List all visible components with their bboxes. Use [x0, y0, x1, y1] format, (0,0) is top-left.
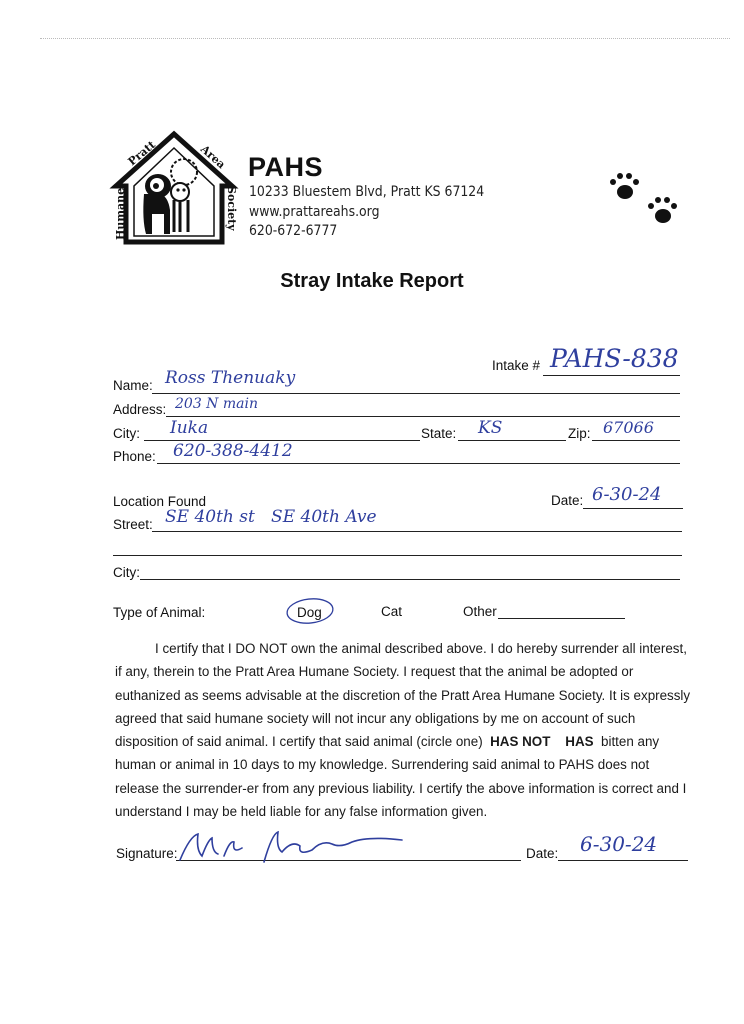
address-line — [166, 416, 680, 417]
cert-text-2: bitten any human or animal in 10 days to my knowledge. Surrendering said animal to PAHS does not release the surrender-er from any previous liability. I certify the above information is correct and I understand I may be held liable for any false information given. — [115, 734, 687, 820]
city-label: City: — [113, 426, 140, 441]
date-value[interactable]: 6-30-24 — [592, 484, 662, 505]
location-city-label: City: — [113, 565, 140, 580]
org-address: 10233 Bluestem Blvd, Pratt KS 67124 — [249, 184, 485, 200]
name-label: Name: — [113, 378, 153, 393]
paw-prints-icon — [600, 170, 690, 232]
org-name: PAHS — [248, 152, 324, 182]
street-line — [152, 531, 682, 532]
address-value[interactable]: 203 N main — [175, 396, 258, 412]
state-line — [458, 440, 566, 441]
humane-society-logo — [108, 128, 240, 246]
street-value[interactable]: SE 40th st SE 40th Ave — [165, 507, 377, 527]
street-label: Street: — [113, 517, 153, 532]
address-label: Address: — [113, 402, 167, 417]
other-line — [498, 618, 625, 619]
org-website: www.prattareahs.org — [249, 204, 380, 220]
has-option[interactable]: HAS — [565, 734, 594, 750]
date-label: Date: — [551, 493, 584, 508]
signature-date-value[interactable]: 6-30-24 — [580, 832, 658, 856]
has-not-option[interactable]: HAS NOT — [490, 734, 551, 750]
svg-text:Pratt: Pratt — [125, 138, 158, 169]
phone-label: Phone: — [113, 449, 156, 464]
signature-date-label: Date: — [526, 846, 559, 861]
certification-text — [115, 637, 691, 823]
state-value[interactable]: KS — [478, 418, 503, 438]
type-option-other[interactable]: Other — [463, 604, 497, 619]
svg-text:Humane: Humane — [114, 187, 127, 240]
zip-line — [592, 440, 680, 441]
type-option-dog[interactable]: Dog — [297, 605, 322, 620]
form-title: Stray Intake Report — [280, 270, 464, 292]
cert-text-1: I certify that I DO NOT own the animal described above. I do hereby surrender all interest, if any, therein to the Pratt Area Humane Society. I request that the animal be adopted or euthanized as seems advisable at the discretion of the Pratt Area Humane Society. It is expressly agreed that said humane society will not incur any obligations by me on account of such disposition of said animal. I certify that said animal (circle one) — [115, 641, 691, 750]
zip-value[interactable]: 67066 — [603, 418, 654, 437]
city-value[interactable]: Iuka — [170, 418, 209, 438]
date-line — [583, 508, 683, 509]
scan-edge-line — [40, 38, 730, 39]
phone-value[interactable]: 620-388-4412 — [173, 441, 293, 461]
svg-text:Area: Area — [197, 142, 228, 172]
svg-text:Society: Society — [225, 186, 238, 231]
signature-date-line — [558, 860, 688, 861]
type-of-animal-label: Type of Animal: — [113, 605, 206, 620]
intake-line — [543, 375, 680, 376]
street-line-2 — [113, 555, 682, 556]
name-value[interactable]: Ross Thenuaky — [165, 368, 296, 388]
location-city-line — [140, 579, 680, 580]
state-label: State: — [421, 426, 457, 441]
intake-label: Intake # — [492, 358, 541, 373]
handwritten-signature[interactable] — [172, 826, 412, 868]
location-found-label: Location Found — [113, 494, 207, 509]
phone-line — [157, 463, 680, 464]
signature-label: Signature: — [116, 846, 178, 861]
intake-value[interactable]: PAHS-838 — [550, 344, 679, 373]
name-line — [152, 393, 680, 394]
org-phone: 620-672-6777 — [249, 223, 338, 239]
zip-label: Zip: — [568, 426, 591, 441]
type-option-cat[interactable]: Cat — [381, 604, 403, 619]
dog-circled-mark — [284, 595, 336, 627]
